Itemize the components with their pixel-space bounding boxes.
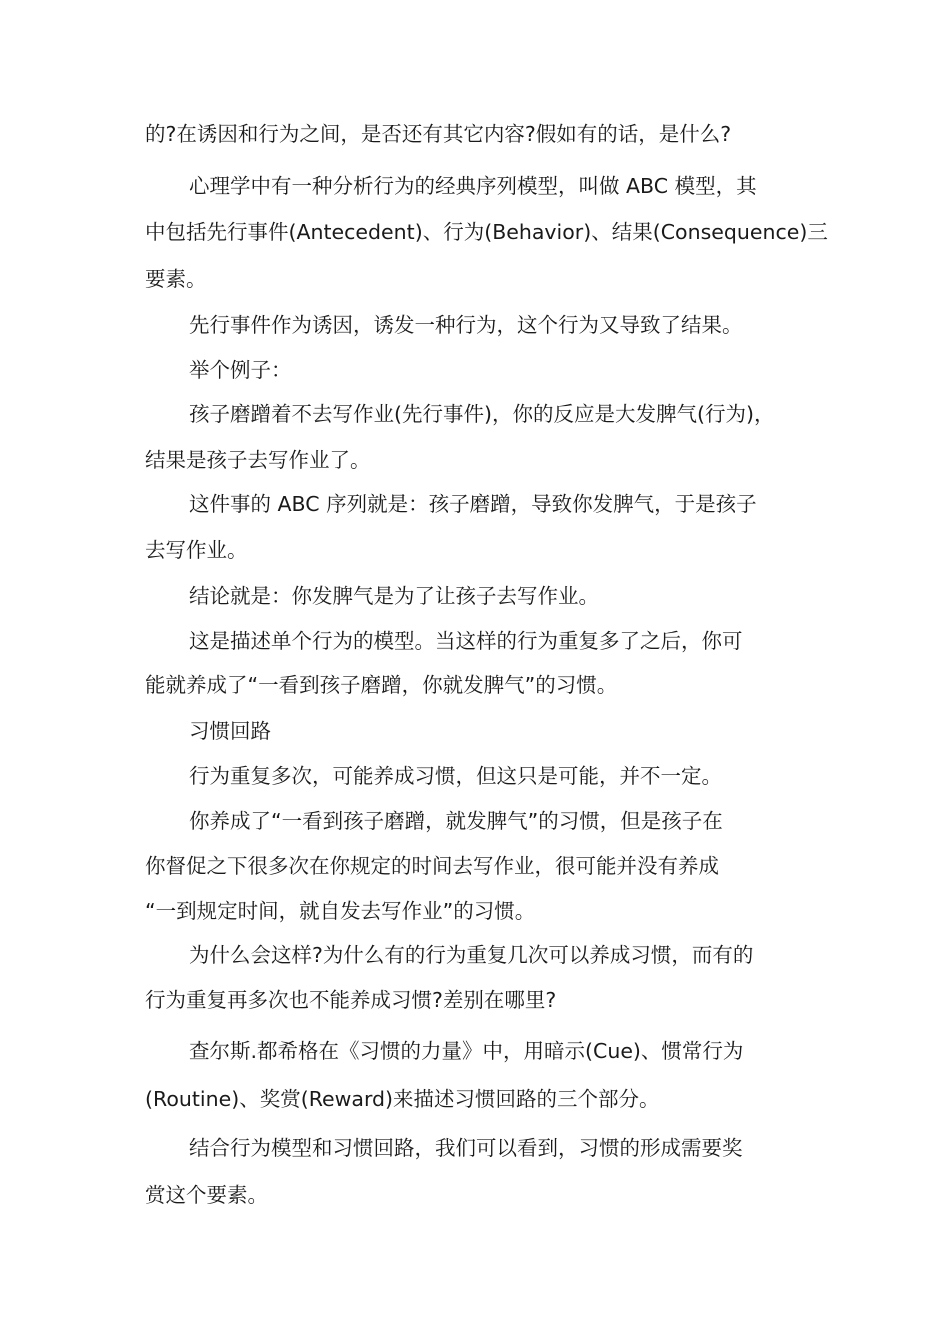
text-line: 中包括先行事件(Antecedent)、行为(Behavior)、结果(Consequence)三 bbox=[145, 220, 828, 244]
text-line: 的?在诱因和行为之间，是否还有其它内容?假如有的话，是什么? bbox=[145, 122, 732, 146]
text-line: 行为重复多次，可能养成习惯，但这只是可能，并不一定。 bbox=[189, 764, 722, 788]
text-line: 结果是孩子去写作业了。 bbox=[145, 448, 371, 472]
text-line: 先行事件作为诱因，诱发一种行为，这个行为又导致了结果。 bbox=[189, 313, 743, 337]
text-line: “一到规定时间，就自发去写作业”的习惯。 bbox=[145, 899, 536, 923]
text-line: 去写作业。 bbox=[145, 538, 248, 562]
text-line: 赏这个要素。 bbox=[145, 1183, 268, 1207]
text-line: 为什么会这样?为什么有的行为重复几次可以养成习惯，而有的 bbox=[189, 943, 754, 967]
text-line: 查尔斯.都希格在《习惯的力量》中，用暗示(Cue)、惯常行为 bbox=[189, 1039, 744, 1063]
text-line: (Routine)、奖赏(Reward)来描述习惯回路的三个部分。 bbox=[145, 1087, 660, 1111]
text-line: 这是描述单个行为的模型。当这样的行为重复多了之后，你可 bbox=[189, 629, 743, 653]
text-line: 行为重复再多次也不能养成习惯?差别在哪里? bbox=[145, 988, 557, 1012]
text-line: 能就养成了“一看到孩子磨蹭，你就发脾气”的习惯。 bbox=[145, 673, 618, 697]
text-line: 结合行为模型和习惯回路，我们可以看到，习惯的形成需要奖 bbox=[189, 1136, 743, 1160]
text-line: 孩子磨蹭着不去写作业(先行事件)，你的反应是大发脾气(行为)， bbox=[189, 402, 775, 426]
text-line: 结论就是：你发脾气是为了让孩子去写作业。 bbox=[189, 584, 599, 608]
text-line: 这件事的 ABC 序列就是：孩子磨蹭，导致你发脾气，于是孩子 bbox=[189, 492, 757, 516]
text-line: 要素。 bbox=[145, 267, 207, 291]
text-line: 举个例子： bbox=[189, 358, 292, 382]
text-line: 你养成了“一看到孩子磨蹭，就发脾气”的习惯，但是孩子在 bbox=[189, 809, 723, 833]
text-line: 心理学中有一种分析行为的经典序列模型，叫做 ABC 模型，其 bbox=[189, 174, 757, 198]
text-line: 你督促之下很多次在你规定的时间去写作业，很可能并没有养成 bbox=[145, 854, 719, 878]
section-heading: 习惯回路 bbox=[189, 719, 271, 743]
